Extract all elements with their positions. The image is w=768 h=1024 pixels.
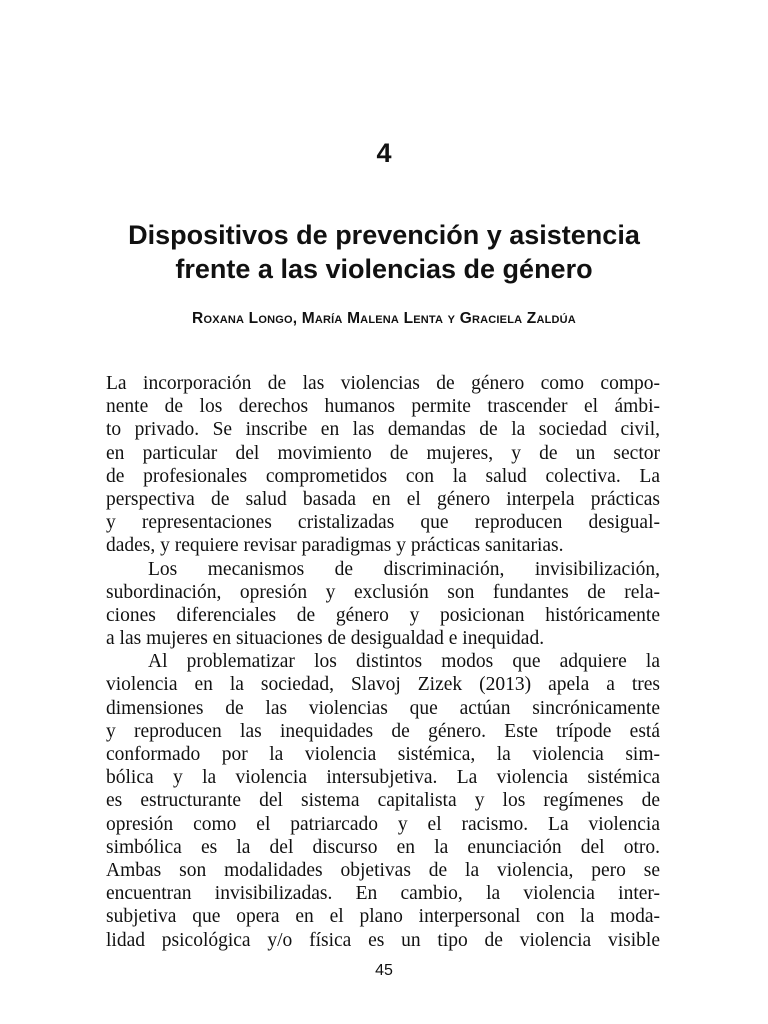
body-text xyxy=(106,372,660,952)
body-line: Al problematizar los distintos modos que adquiere la xyxy=(148,651,660,673)
body-line: en particular del movimiento de mujeres, y de un sector xyxy=(106,442,660,464)
body-line: simbólica es la del discurso en la enunciación del otro. xyxy=(106,836,660,858)
body-line: conformado por la violencia sistémica, la violencia sim- xyxy=(106,744,660,765)
body-line: ciones diferenciales de género y posicionan históricamente xyxy=(106,604,660,626)
body-line: subordinación, opresión y exclusión son fundantes de rela- xyxy=(106,581,660,603)
body-line: lidad psicológica y/o física es un tipo de violencia visible xyxy=(106,929,660,951)
chapter-title xyxy=(84,218,684,286)
page-number: 45 xyxy=(375,962,393,979)
body-line: subjetiva que opera en el plano interpersonal con la moda- xyxy=(106,906,660,928)
body-line: encuentran invisibilizadas. En cambio, la violencia inter- xyxy=(106,883,660,905)
body-line: perspectiva de salud basada en el género interpela prácticas xyxy=(106,488,660,510)
chapter-title-line: frente a las violencias de género xyxy=(175,254,593,284)
chapter-number: 4 xyxy=(376,138,392,168)
body-line: to privado. Se inscribe en las demandas de la sociedad civil, xyxy=(106,419,660,441)
body-line: de profesionales comprometidos con la salud colectiva. La xyxy=(106,465,660,487)
chapter-title-line: Dispositivos de prevención y asistencia xyxy=(128,220,640,250)
body-line: Ambas son modalidades objetivas de la violencia, pero se xyxy=(106,859,660,881)
body-line: nente de los derechos humanos permite trascender el ámbi- xyxy=(106,396,660,418)
body-line: violencia en la sociedad, Slavoj Zizek (2013) apela a tres xyxy=(106,674,660,696)
chapter-authors: Roxana Longo, María Malena Lenta y Graciela Zaldúa xyxy=(192,310,576,327)
body-line: y reproducen las inequidades de género. Este trípode está xyxy=(106,720,660,742)
body-line: a las mujeres en situaciones de desigualdad e inequidad. xyxy=(106,628,545,650)
body-line: dades, y requiere revisar paradigmas y prácticas sanitarias. xyxy=(106,535,564,557)
body-line: La incorporación de las violencias de género como compo- xyxy=(106,373,660,394)
body-line: dimensiones de las violencias que actúan sincrónicamente xyxy=(106,697,660,719)
body-line: bólica y la violencia intersubjetiva. La violencia sistémica xyxy=(106,767,660,789)
body-line: opresión como el patriarcado y el racismo. La violencia xyxy=(106,813,660,835)
body-line: y representaciones cristalizadas que reproducen desigual- xyxy=(106,512,660,534)
body-line: Los mecanismos de discriminación, invisibilización, xyxy=(148,558,660,580)
body-line: es estructurante del sistema capitalista y los regímenes de xyxy=(106,790,660,812)
